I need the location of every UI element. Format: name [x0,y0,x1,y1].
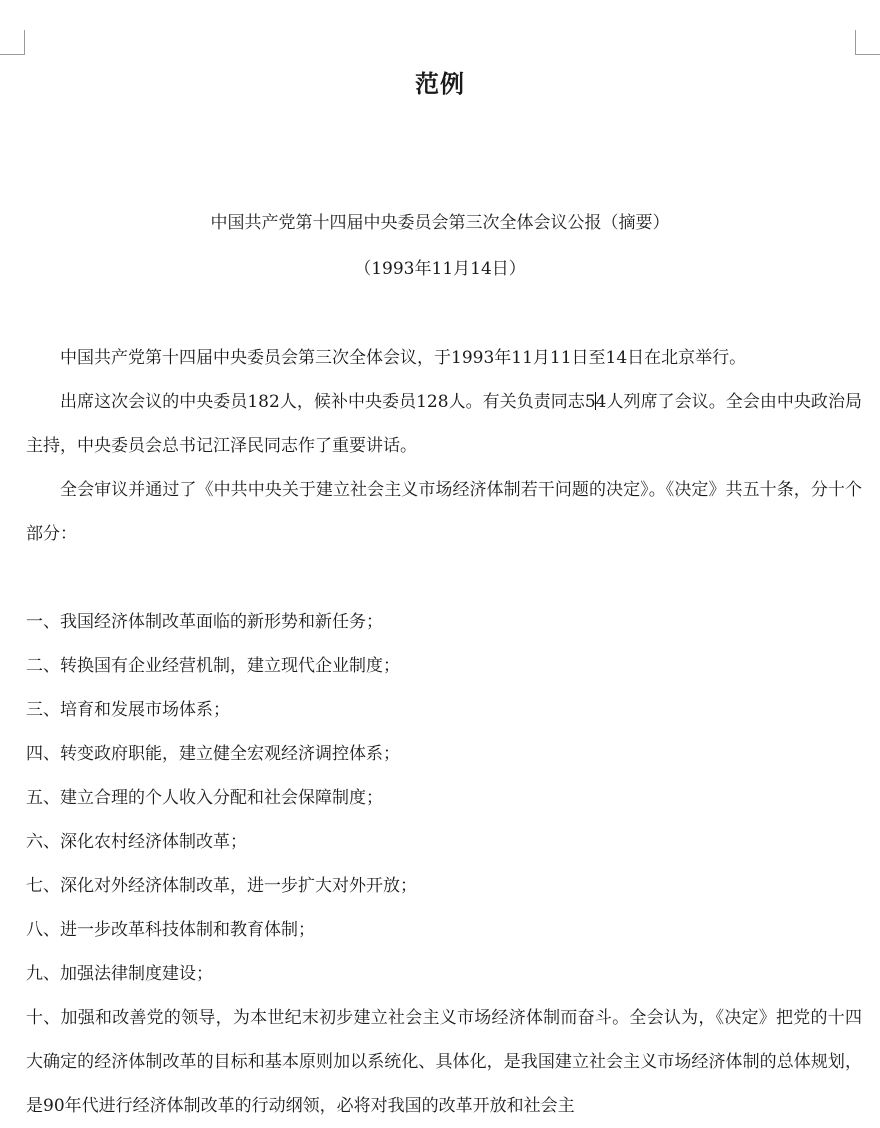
document-body[interactable] [26,336,862,1128]
page-corner-mark-top-right [855,30,880,55]
list-item: 九、加强法律制度建设； [26,964,213,984]
page-corner-mark-top-left [0,30,25,55]
paragraph: 全会审议并通过了《中共中央关于建立社会主义市场经济体制若干问题的决定》。《决定》共五十条，分十个部分： [26,480,862,544]
list-item: 一、我国经济体制改革面临的新形势和新任务； [26,612,383,632]
paragraph-with-cursor [26,380,862,468]
paragraph-text-before-cursor: 出席这次会议的中央委员182人，候补中央委员128人。有关负责同志5 [60,392,596,412]
list-item: 十、加强和改善党的领导，为本世纪末初步建立社会主义市场经济体制而奋斗。全会认为，《决定》把党的十四大确定的经济体制改革的目标和基本原则加以系统化、具体化，是我国建立社会主义市场经济体制的总体规划，是90年代进行经济体制改革的行动纲领，必将对我国的改革开放和社会主 [26,1008,862,1116]
list-item: 四、转变政府职能，建立健全宏观经济调控体系； [26,744,400,764]
document-title: 范例 [415,69,465,98]
paragraph: 中国共产党第十四届中央委员会第三次全体会议，于1993年11月11日至14日在北京举行。 [60,348,747,368]
document-subtitle: 中国共产党第十四届中央委员会第三次全体会议公报（摘要） [210,213,670,233]
section-list [26,600,862,1128]
list-item: 八、进一步改革科技体制和教育体制； [26,920,315,940]
list-item: 三、培育和发展市场体系； [26,700,230,720]
list-item: 二、转换国有企业经营机制，建立现代企业制度； [26,656,400,676]
paragraph-text-after-cursor: 4人列席了会议。全会由中央政治局主持，中央委员会总书记江泽民同志作了重要讲话。 [26,392,862,456]
list-item: 五、建立合理的个人收入分配和社会保障制度； [26,788,383,808]
list-item: 六、深化农村经济体制改革； [26,832,247,852]
document-date: （1993年11月14日） [354,259,526,279]
blank-line [26,556,862,600]
list-item: 七、深化对外经济体制改革，进一步扩大对外开放； [26,876,417,896]
